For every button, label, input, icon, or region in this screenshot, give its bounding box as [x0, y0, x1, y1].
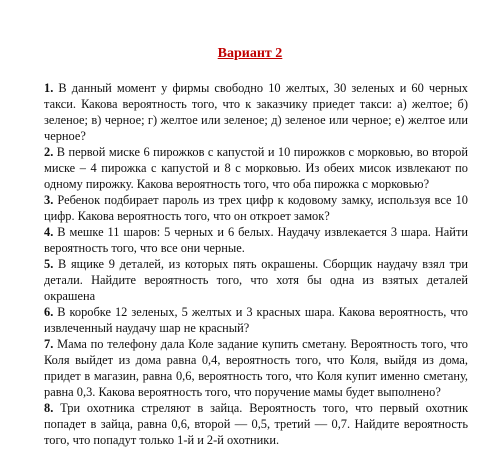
problem-text: Мама по телефону дала Коле задание купить сметану. Вероятность того, что Коля выйдет из дома равна 0,4, вероятность того, что Коля, выйдя из дома, придет в магазин, равна 0,6, вероятность того, что Коля купит именно сметану, равна 0,3. Какова вероятность того, что поручение мамы будет выполнено?	[44, 337, 468, 399]
problem-text: В мешке 11 шаров: 5 черных и 6 белых. Наудачу извлекается 3 шара. Найти вероятность того, что все они черные.	[44, 225, 468, 255]
problem-7	[44, 336, 468, 400]
problem-6	[44, 304, 468, 336]
problem-5	[44, 256, 468, 304]
problem-4	[44, 224, 468, 256]
problem-number: 3.	[44, 193, 54, 207]
problem-number: 2.	[44, 145, 54, 159]
problem-text: В коробке 12 зеленых, 5 желтых и 3 красных шара. Какова вероятность, что извлеченный наудачу шар не красный?	[44, 305, 468, 335]
problem-number: 5.	[44, 257, 54, 271]
problem-text: В данный момент у фирмы свободно 10 желтых, 30 зеленых и 60 черных такси. Какова вероятность того, что к заказчику приедет такси: а) желтое; б) зеленое; в) черное; г) желтое или зеленое; д) зеленое или черное; е) желтое или черное?	[44, 81, 468, 143]
problem-text: В ящике 9 деталей, из которых пять окрашены. Сборщик наудачу взял три детали. Найдите вероятность того, что хотя бы одна из взятых деталей окрашена	[44, 257, 468, 303]
problem-number: 4.	[44, 225, 54, 239]
problem-number: 6.	[44, 305, 54, 319]
problem-text: В первой миске 6 пирожков с капустой и 10 пирожков с морковью, во второй миске – 4 пирожка с капустой и 8 с морковью. Из обеих мисок извлекают по одному пирожку. Какова вероятность того, что оба пирожка с морковью?	[44, 145, 468, 191]
problem-number: 7.	[44, 337, 54, 351]
problem-number: 1.	[44, 81, 54, 95]
problem-text: Три охотника стреляют в зайца. Вероятность того, что первый охотник попадет в зайца, равна 0,6, второй — 0,5, третий — 0,7. Найдите вероятность того, что попадут только 1-й и 2-й охотники.	[44, 401, 468, 447]
variant-title: Вариант 2	[217, 46, 283, 61]
problem-list	[44, 80, 468, 448]
problem-2	[44, 144, 468, 192]
problem-1	[44, 80, 468, 144]
problem-3	[44, 192, 468, 224]
problem-8	[44, 400, 468, 448]
problem-number: 8.	[44, 401, 54, 415]
problem-text: Ребенок подбирает пароль из трех цифр к кодовому замку, используя все 10 цифр. Какова вероятность того, что он откроет замок?	[44, 193, 468, 223]
